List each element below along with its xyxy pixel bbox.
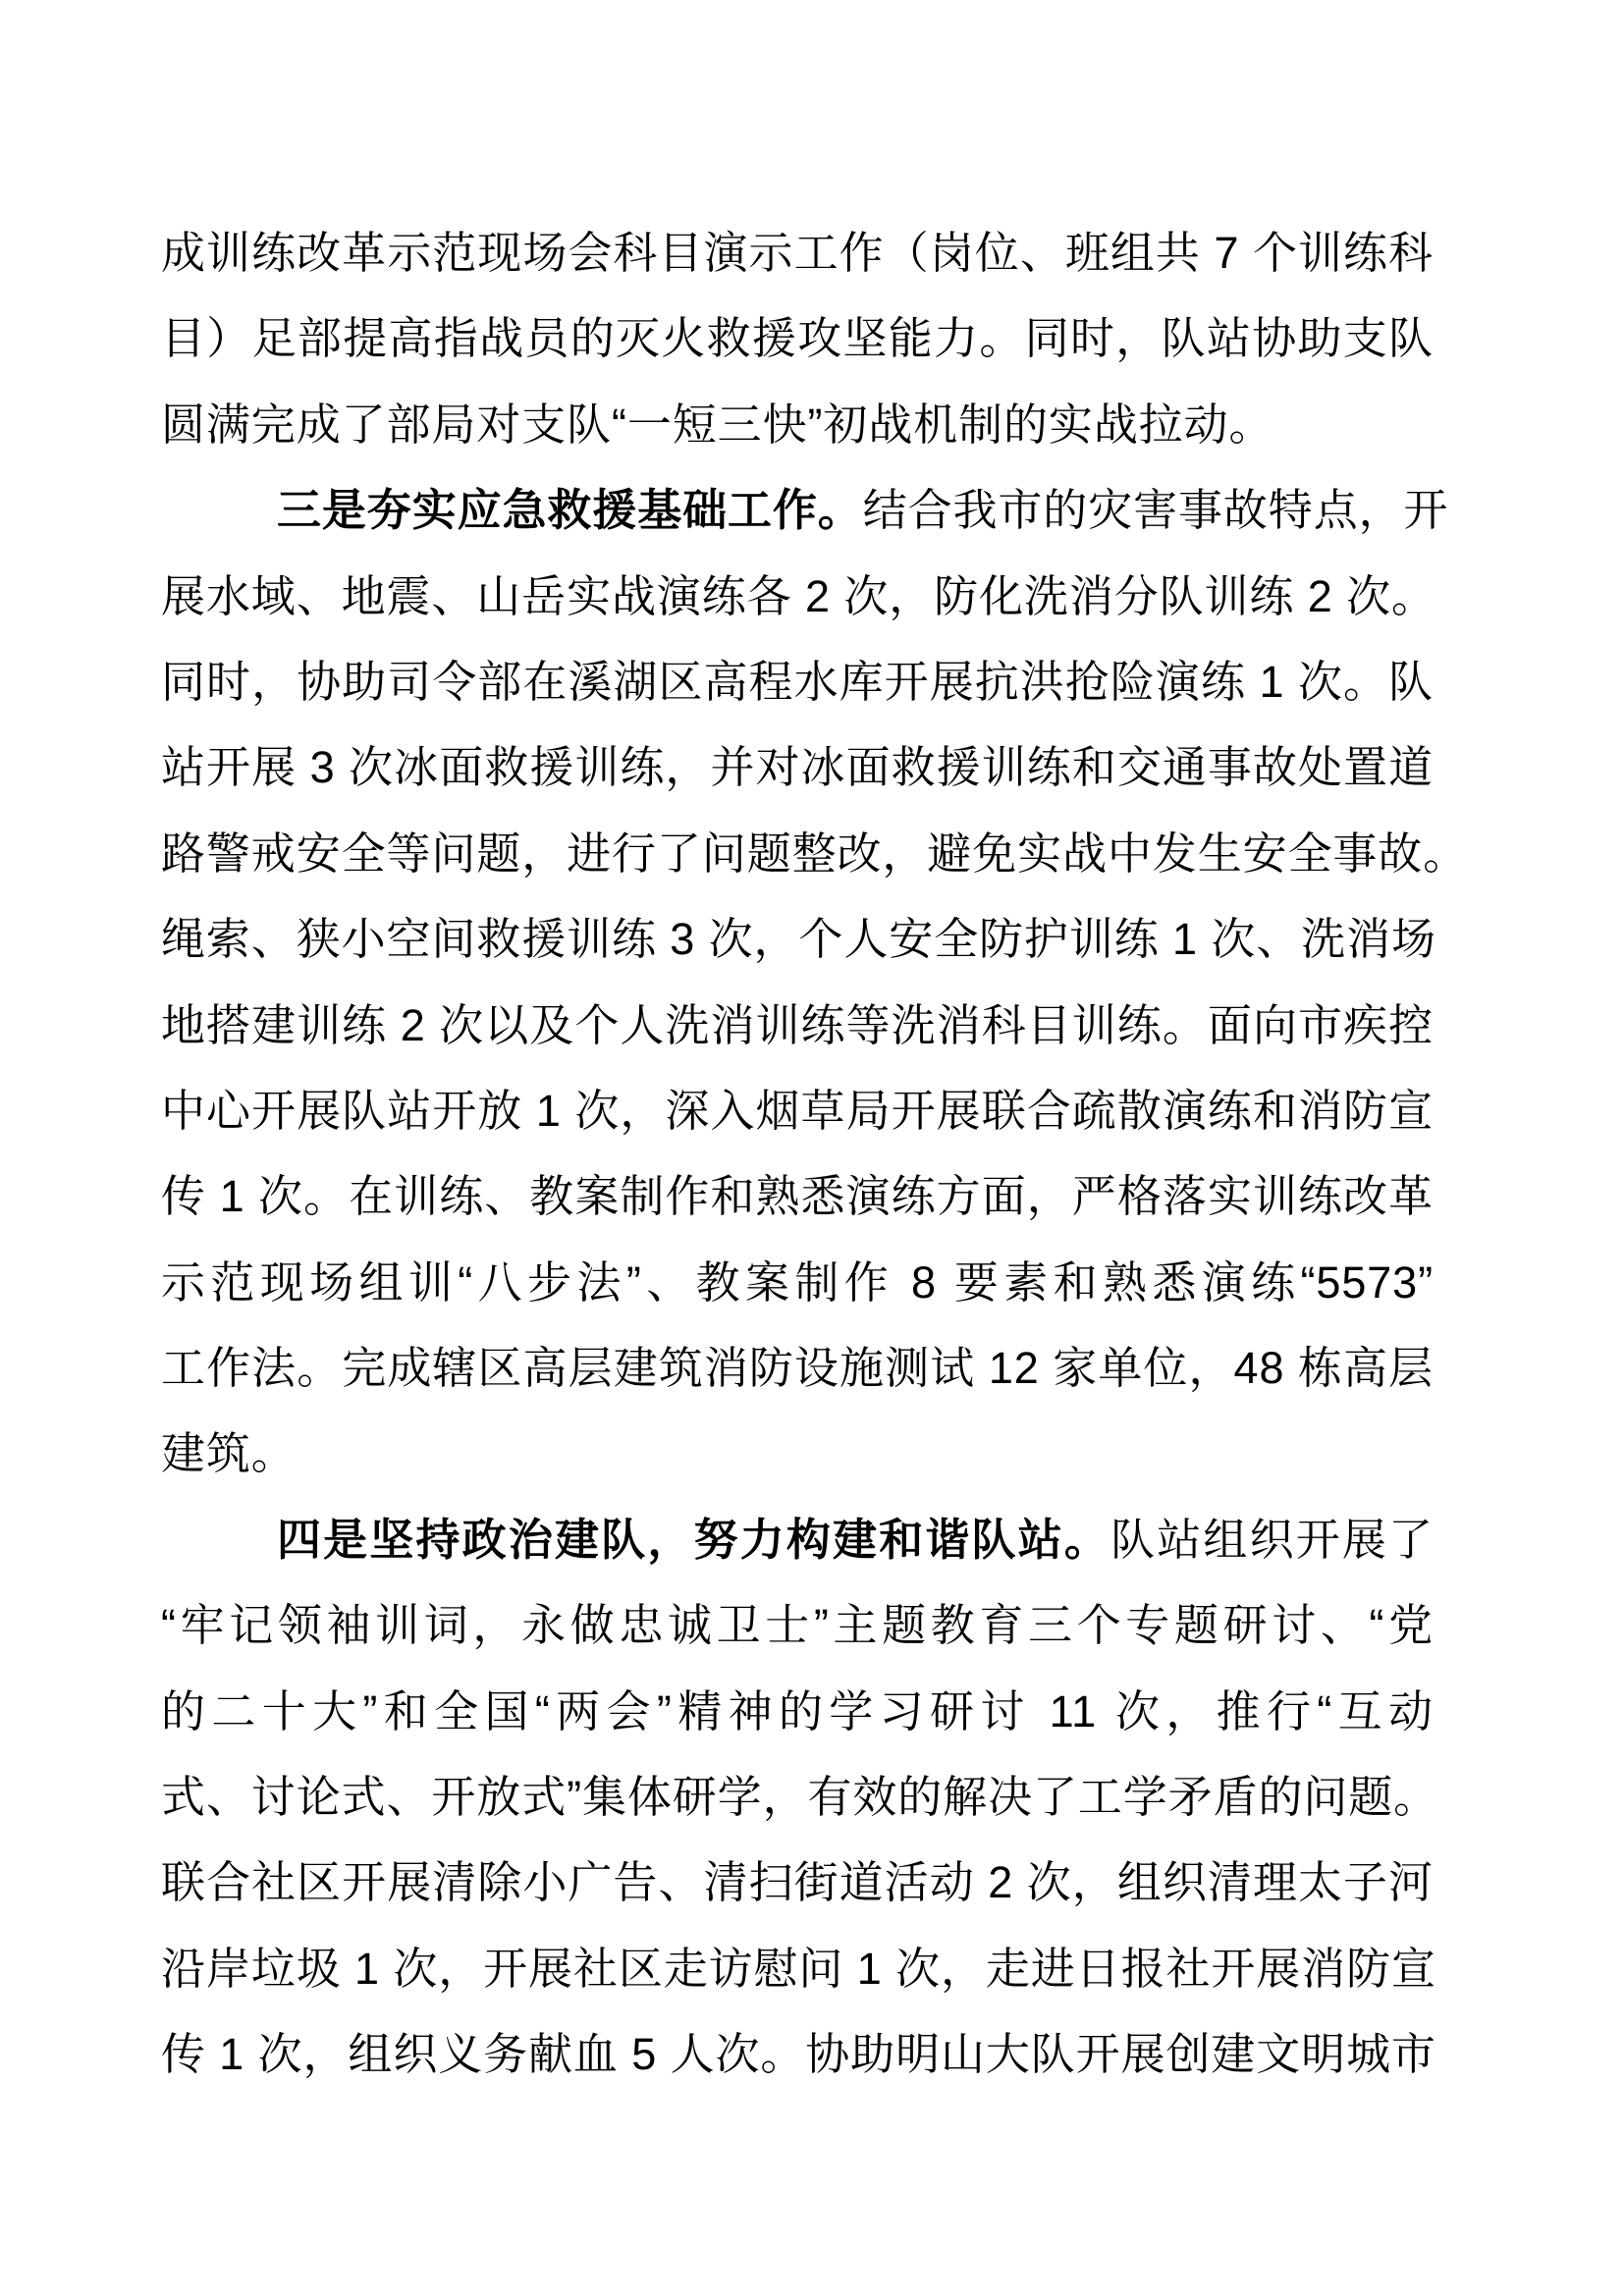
line-text: 式、讨论式、开放式”集体研学，有效的解决了工学矛盾的问题。 [161,1772,1439,1823]
line-text: 队站组织开展了 [1110,1514,1434,1565]
line-text: 中心开展队站开放 1 次，深入烟草局开展联合疏散演练和消防宣 [161,1085,1434,1136]
text-line [161,983,1434,1068]
paragraph-lead-bold: 三是夯实应急救援基础工作。 [277,485,863,536]
text-line-paragraph-end [161,1411,1434,1496]
line-text: 目）足部提高指战员的灭火救援攻坚能力。同时，队站协助支队 [161,313,1434,364]
line-text: 沿岸垃圾 1 次，开展社区走访慰问 1 次，走进日报社开展消防宣 [161,1943,1436,1994]
text-line [161,639,1434,724]
line-text: 结合我市的灾害事故特点，开 [862,485,1449,536]
text-line [161,811,1469,896]
text-line [161,724,1434,810]
text-line [161,1068,1434,1153]
line-text: 建筑。 [161,1428,297,1479]
text-line [161,1582,1434,1668]
line-text: 工作法。完成辖区高层建筑消防设施测试 12 家单位，48 栋高层 [161,1343,1434,1394]
text-line [161,1669,1434,1754]
text-line [161,896,1434,982]
line-text: 路警戒安全等问题，进行了问题整改，避免实战中发生安全事故。 [161,828,1469,879]
text-line-paragraph-start [161,467,1449,553]
line-text: 展水域、地震、山岳实战演练各 2 次，防化洗消分队训练 2 次。 [161,570,1436,621]
text-line [161,295,1434,381]
text-line [161,1325,1434,1411]
text-line [161,1926,1434,2011]
text-line [161,2011,1434,2097]
text-line [161,554,1434,639]
line-text: “牢记领袖训词，永做忠诚卫士”主题教育三个专题研讨、“党 [161,1600,1434,1651]
line-text: 圆满完成了部局对支队“一短三快”初战机制的实战拉动。 [161,399,1274,450]
line-text: 地搭建训练 2 次以及个人洗消训练等洗消科目训练。面向市疾控 [161,999,1434,1050]
line-text: 同时，协助司令部在溪湖区高程水库开展抗洪抢险演练 1 次。队 [161,656,1434,707]
line-text: 传 1 次。在训练、教案制作和熟悉演练方面，严格落实训练改革 [161,1171,1434,1222]
line-text: 站开展 3 次冰面救援训练，并对冰面救援训练和交通事故处置道 [161,742,1434,793]
paragraph-lead-bold: 四是坚持政治建队，努力构建和谐队站。 [277,1514,1111,1565]
document-text-block [161,210,1469,2098]
line-text: 传 1 次，组织义务献血 5 人次。协助明山大队开展创建文明城市 [161,2029,1436,2080]
text-line-paragraph-end [161,382,1434,467]
text-line [161,210,1434,295]
text-line [161,1153,1434,1239]
line-text: 的二十大”和全国“两会”精神的学习研讨 11 次，推行“互动 [161,1685,1434,1736]
line-text: 示范现场组训“八步法”、教案制作 8 要素和熟悉演练“5573” [161,1256,1434,1308]
text-line [161,1754,1439,1840]
line-text: 成训练改革示范现场会科目演示工作（岗位、班组共 7 个训练科 [161,228,1434,278]
line-text: 绳索、狭小空间救援训练 3 次，个人安全防护训练 1 次、洗消场 [161,914,1436,965]
line-text: 联合社区开展清除小广告、清扫街道活动 2 次，组织清理太子河 [161,1857,1434,1908]
text-line [161,1240,1434,1325]
text-line [161,1840,1434,1925]
text-line-paragraph-start [161,1497,1434,1582]
